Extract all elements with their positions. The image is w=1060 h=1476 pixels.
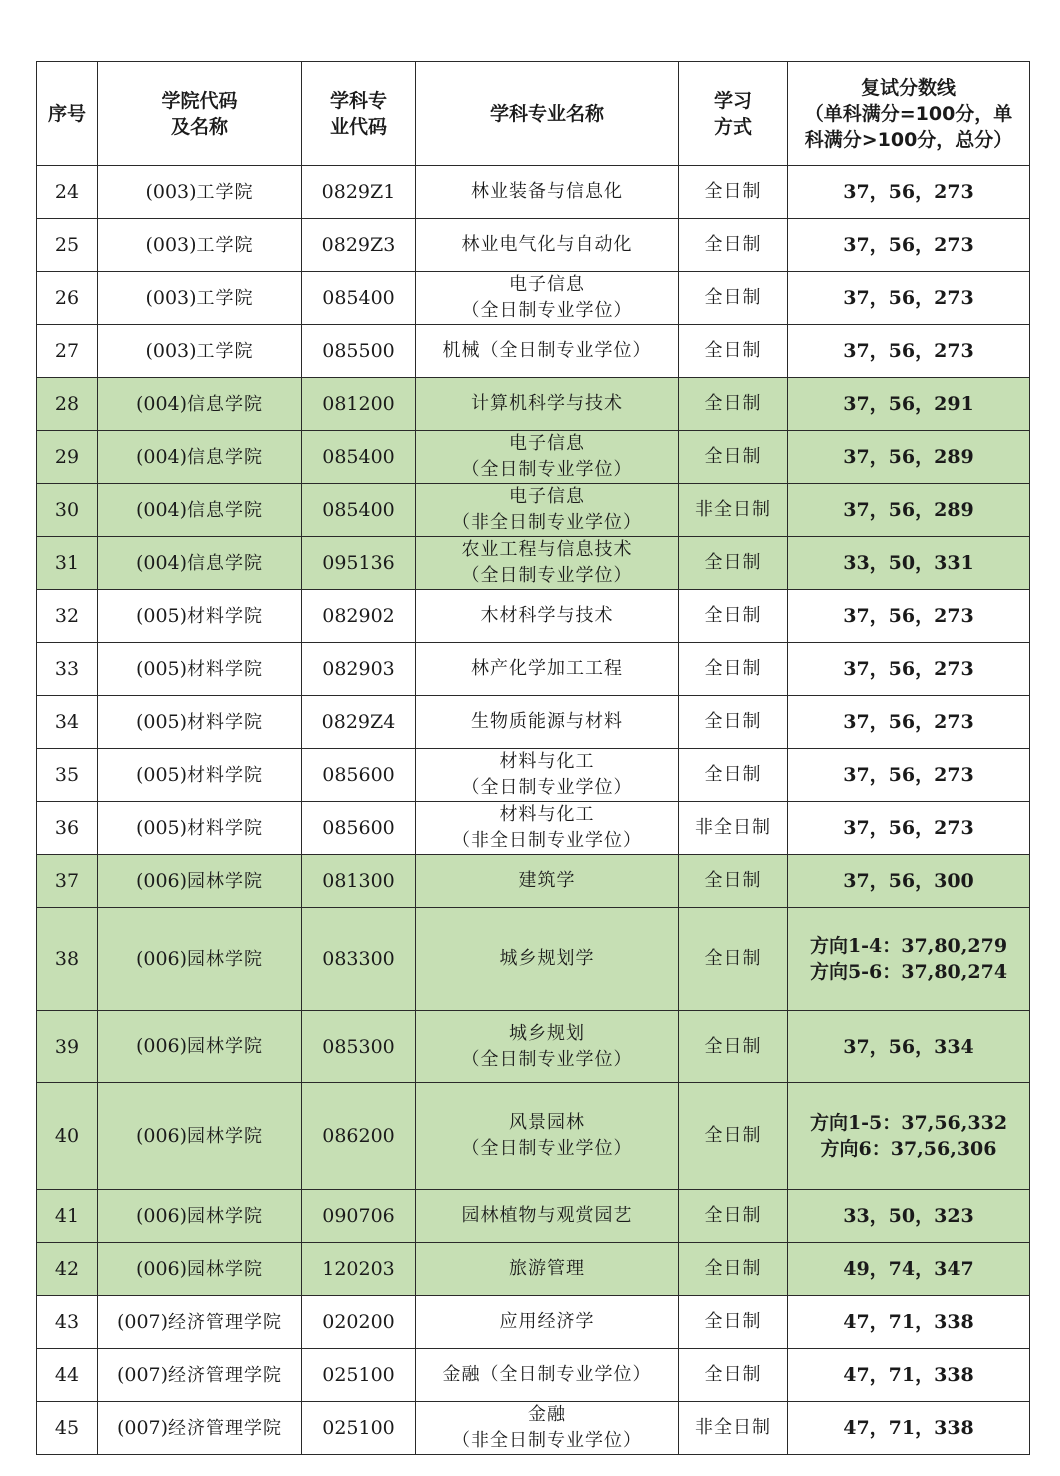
header-code-line: 业代码	[329, 115, 387, 138]
major-name-line: 电子信息	[509, 274, 585, 295]
college-name: 经济管理学院	[168, 1417, 283, 1439]
cell-college	[98, 590, 302, 643]
cell-college	[98, 855, 302, 908]
table-row	[37, 219, 1030, 272]
cell-score	[788, 1190, 1030, 1243]
college-name: 材料学院	[187, 817, 264, 839]
cell-score	[788, 855, 1030, 908]
table-row	[37, 802, 1030, 855]
cell-seq: 38	[37, 908, 98, 1011]
cell-seq: 37	[37, 855, 98, 908]
score-line: 47，71，338	[843, 1311, 974, 1333]
cell-seq: 36	[37, 802, 98, 855]
cell-score	[788, 1011, 1030, 1083]
cell-major	[416, 484, 679, 537]
table-row	[37, 1402, 1030, 1455]
cell-major	[416, 272, 679, 325]
college-code: (005)	[135, 604, 188, 627]
cell-code: 083300	[302, 908, 416, 1011]
score-line: 37，56，273	[843, 658, 974, 680]
cell-code: 085400	[302, 431, 416, 484]
college-name: 园林学院	[187, 870, 264, 892]
table-row	[37, 696, 1030, 749]
major-name-line: 机械（全日制专业学位）	[442, 340, 652, 361]
cell-seq: 29	[37, 431, 98, 484]
table-row	[37, 537, 1030, 590]
major-name-line: 材料与化工	[499, 804, 595, 825]
cell-college	[98, 1190, 302, 1243]
header-mode-line: 学习	[713, 89, 752, 112]
cell-mode: 全日制	[679, 855, 788, 908]
cell-score	[788, 378, 1030, 431]
cell-major	[416, 325, 679, 378]
cell-code: 085400	[302, 484, 416, 537]
college-code: (007)	[116, 1363, 169, 1386]
cell-seq: 27	[37, 325, 98, 378]
cell-score	[788, 1402, 1030, 1455]
college-name: 材料学院	[187, 764, 264, 786]
cell-mode: 全日制	[679, 749, 788, 802]
header-score-line: （单科满分=100分，单	[804, 102, 1013, 125]
major-name-line: 建筑学	[518, 870, 576, 891]
college-code: (004)	[135, 551, 188, 574]
cell-college	[98, 1011, 302, 1083]
cell-major	[416, 1349, 679, 1402]
college-code: (006)	[135, 1035, 188, 1057]
cell-major	[416, 1083, 679, 1190]
college-code: (005)	[135, 657, 188, 680]
cell-code: 085600	[302, 802, 416, 855]
header-seq: 序号	[37, 62, 98, 166]
cell-mode: 全日制	[679, 325, 788, 378]
major-name-line: 木材科学与技术	[480, 605, 614, 626]
major-name-line: 电子信息	[509, 433, 585, 454]
cell-score	[788, 1083, 1030, 1190]
cell-score	[788, 272, 1030, 325]
cell-seq: 28	[37, 378, 98, 431]
cell-seq: 24	[37, 166, 98, 219]
major-name-line: 金融	[528, 1404, 566, 1425]
cell-college	[98, 166, 302, 219]
cell-code: 085400	[302, 272, 416, 325]
cell-mode: 全日制	[679, 166, 788, 219]
score-line: 方向5-6：37,80,274	[809, 961, 1008, 983]
cell-score	[788, 590, 1030, 643]
cell-major	[416, 431, 679, 484]
cell-seq: 43	[37, 1296, 98, 1349]
cell-college	[98, 1402, 302, 1455]
score-line: 33，50，331	[843, 552, 974, 574]
cell-seq: 33	[37, 643, 98, 696]
table-row	[37, 1296, 1030, 1349]
table-row	[37, 1190, 1030, 1243]
college-name: 园林学院	[187, 1258, 264, 1280]
table-row	[37, 1243, 1030, 1296]
cell-college	[98, 484, 302, 537]
cell-major	[416, 908, 679, 1011]
cell-score	[788, 1243, 1030, 1296]
cell-college	[98, 749, 302, 802]
score-line: 方向1-4：37,80,279	[809, 935, 1008, 957]
score-line: 37，56，273	[843, 287, 974, 309]
cell-code: 025100	[302, 1402, 416, 1455]
cell-seq: 30	[37, 484, 98, 537]
cell-major	[416, 1190, 679, 1243]
cell-score	[788, 166, 1030, 219]
score-line: 方向6：37,56,306	[820, 1138, 997, 1160]
cell-code: 081200	[302, 378, 416, 431]
cell-seq: 41	[37, 1190, 98, 1243]
major-name-line: 材料与化工	[499, 751, 595, 772]
college-code: (006)	[135, 947, 188, 970]
major-name-line: 农业工程与信息技术	[461, 539, 633, 560]
college-code: (005)	[135, 763, 188, 786]
cell-mode: 全日制	[679, 537, 788, 590]
cell-mode: 全日制	[679, 643, 788, 696]
cell-code: 0829Z1	[302, 166, 416, 219]
header-score	[788, 62, 1030, 166]
score-line: 37，56，334	[843, 1035, 974, 1058]
cell-mode: 全日制	[679, 272, 788, 325]
score-line: 47，71，338	[843, 1417, 974, 1439]
cell-code: 081300	[302, 855, 416, 908]
cell-mode: 非全日制	[679, 802, 788, 855]
college-code: (003)	[145, 233, 197, 256]
table-row	[37, 484, 1030, 537]
college-name: 信息学院	[187, 552, 264, 574]
score-line: 37，56，273	[843, 711, 974, 733]
college-name: 工学院	[196, 181, 254, 203]
cell-score	[788, 431, 1030, 484]
header-code-line: 学科专	[329, 89, 387, 112]
college-name: 园林学院	[187, 1036, 264, 1057]
score-line: 33，50，323	[843, 1205, 974, 1227]
cell-seq: 34	[37, 696, 98, 749]
college-code: (007)	[116, 1310, 169, 1333]
major-name-line: 电子信息	[509, 486, 585, 507]
table-row	[37, 272, 1030, 325]
major-name-line: （非全日制专业学位）	[452, 830, 642, 851]
header-college-line: 及名称	[170, 115, 228, 138]
cell-code: 120203	[302, 1243, 416, 1296]
cell-mode: 全日制	[679, 1296, 788, 1349]
cell-college	[98, 431, 302, 484]
major-name-line: 林业电气化与自动化	[461, 234, 633, 255]
cell-mode: 非全日制	[679, 1402, 788, 1455]
college-name: 工学院	[196, 340, 254, 362]
cell-mode: 全日制	[679, 1243, 788, 1296]
college-code: (003)	[145, 339, 197, 362]
cell-code: 020200	[302, 1296, 416, 1349]
cell-mode: 全日制	[679, 1011, 788, 1083]
cell-seq: 26	[37, 272, 98, 325]
cell-college	[98, 537, 302, 590]
cell-mode: 全日制	[679, 1083, 788, 1190]
table-row	[37, 1083, 1030, 1190]
score-line: 37，56，273	[843, 605, 974, 627]
cell-seq: 45	[37, 1402, 98, 1455]
score-line: 37，56，300	[843, 870, 974, 892]
header-code	[302, 62, 416, 166]
cell-code: 086200	[302, 1083, 416, 1190]
cell-seq: 44	[37, 1349, 98, 1402]
cell-seq: 40	[37, 1083, 98, 1190]
cell-college	[98, 643, 302, 696]
major-name-line: 旅游管理	[509, 1258, 585, 1279]
college-name: 材料学院	[187, 711, 264, 733]
cell-mode: 非全日制	[679, 484, 788, 537]
cell-major	[416, 378, 679, 431]
score-line: 47，71，338	[843, 1364, 974, 1386]
table-row	[37, 908, 1030, 1011]
cell-major	[416, 166, 679, 219]
cell-score	[788, 696, 1030, 749]
score-line: 37，56，273	[843, 817, 974, 839]
table-row	[37, 643, 1030, 696]
cell-score	[788, 325, 1030, 378]
table-row	[37, 378, 1030, 431]
cell-score	[788, 219, 1030, 272]
college-code: (004)	[135, 392, 188, 415]
cell-college	[98, 272, 302, 325]
major-name-line: 计算机科学与技术	[471, 393, 623, 414]
cell-major	[416, 1402, 679, 1455]
cell-code: 085300	[302, 1011, 416, 1083]
major-name-line: （非全日制专业学位）	[452, 512, 642, 533]
major-name-line: （全日制专业学位）	[461, 1048, 633, 1070]
cell-major	[416, 537, 679, 590]
major-name-line: （全日制专业学位）	[461, 777, 633, 798]
major-name-line: （全日制专业学位）	[461, 565, 633, 586]
cell-code: 082902	[302, 590, 416, 643]
score-line: 37，56，273	[843, 234, 974, 256]
cell-college	[98, 325, 302, 378]
cell-score	[788, 643, 1030, 696]
college-name: 园林学院	[187, 1125, 264, 1147]
major-name-line: （全日制专业学位）	[461, 1138, 633, 1159]
table-row	[37, 166, 1030, 219]
college-code: (006)	[135, 869, 188, 892]
college-name: 园林学院	[187, 948, 264, 970]
cell-major	[416, 696, 679, 749]
header-college-line: 学院代码	[161, 89, 238, 112]
cell-seq: 32	[37, 590, 98, 643]
cell-code: 095136	[302, 537, 416, 590]
college-name: 工学院	[196, 234, 254, 256]
major-name-line: 生物质能源与材料	[471, 711, 623, 732]
college-name: 经济管理学院	[168, 1364, 283, 1386]
cell-major	[416, 749, 679, 802]
cell-score	[788, 749, 1030, 802]
major-name-line: 林业装备与信息化	[471, 181, 623, 202]
cell-college	[98, 1083, 302, 1190]
score-line: 37，56，273	[843, 340, 974, 362]
cell-college	[98, 1296, 302, 1349]
college-code: (005)	[135, 816, 188, 839]
table-row	[37, 431, 1030, 484]
cell-college	[98, 908, 302, 1011]
college-code: (006)	[135, 1257, 188, 1280]
major-name-line: 应用经济学	[499, 1311, 595, 1332]
major-name-line: 城乡规划学	[499, 948, 595, 969]
score-line: 方向1-5：37,56,332	[809, 1112, 1008, 1134]
cell-college	[98, 219, 302, 272]
major-name-line: （全日制专业学位）	[461, 300, 633, 321]
cell-major	[416, 855, 679, 908]
header-score-line: 科满分>100分，总分）	[804, 128, 1013, 151]
cell-score	[788, 802, 1030, 855]
table-row	[37, 1011, 1030, 1083]
cell-code: 0829Z4	[302, 696, 416, 749]
cell-college	[98, 1243, 302, 1296]
cell-major	[416, 219, 679, 272]
cell-score	[788, 1349, 1030, 1402]
cell-major	[416, 1243, 679, 1296]
college-name: 信息学院	[187, 393, 264, 415]
major-name-line: 园林植物与观赏园艺	[461, 1205, 633, 1226]
cell-seq: 42	[37, 1243, 98, 1296]
college-code: (007)	[116, 1416, 169, 1439]
college-code: (003)	[145, 286, 197, 309]
cell-mode: 全日制	[679, 378, 788, 431]
major-name-line: 风景园林	[509, 1112, 585, 1133]
college-name: 材料学院	[187, 658, 264, 680]
cell-code: 0829Z3	[302, 219, 416, 272]
cell-code: 085600	[302, 749, 416, 802]
college-name: 信息学院	[187, 446, 264, 468]
header-row	[37, 62, 1030, 166]
cell-mode: 全日制	[679, 431, 788, 484]
score-line: 37，56，273	[843, 764, 974, 786]
college-name: 工学院	[196, 287, 254, 309]
cell-score	[788, 484, 1030, 537]
cell-score	[788, 908, 1030, 1011]
cell-seq: 35	[37, 749, 98, 802]
college-name: 园林学院	[187, 1205, 264, 1227]
cell-mode: 全日制	[679, 696, 788, 749]
college-name: 经济管理学院	[168, 1311, 283, 1333]
cell-college	[98, 802, 302, 855]
header-mode-line: 方式	[713, 115, 752, 138]
cell-code: 082903	[302, 643, 416, 696]
cell-major	[416, 802, 679, 855]
header-score-line: 复试分数线	[860, 76, 956, 99]
college-name: 材料学院	[187, 605, 264, 627]
score-line: 49，74，347	[843, 1258, 974, 1280]
cell-college	[98, 378, 302, 431]
table-row	[37, 325, 1030, 378]
major-name-line: （非全日制专业学位）	[452, 1430, 642, 1451]
cell-code: 090706	[302, 1190, 416, 1243]
score-table	[36, 61, 1030, 1455]
table-row	[37, 1349, 1030, 1402]
table-row	[37, 855, 1030, 908]
cell-mode: 全日制	[679, 908, 788, 1011]
cell-mode: 全日制	[679, 590, 788, 643]
table-body	[37, 166, 1030, 1455]
cell-score	[788, 1296, 1030, 1349]
cell-mode: 全日制	[679, 1349, 788, 1402]
cell-college	[98, 696, 302, 749]
score-line: 37，56，289	[843, 499, 974, 521]
cell-major	[416, 1296, 679, 1349]
college-code: (006)	[135, 1204, 188, 1227]
score-line: 37，56，273	[843, 181, 974, 203]
major-name-line: 林产化学加工工程	[471, 658, 623, 679]
cell-mode: 全日制	[679, 1190, 788, 1243]
cell-major	[416, 1011, 679, 1083]
cell-seq: 31	[37, 537, 98, 590]
cell-code: 025100	[302, 1349, 416, 1402]
major-name-line: 城乡规划	[509, 1022, 585, 1044]
cell-college	[98, 1349, 302, 1402]
table-row	[37, 749, 1030, 802]
college-code: (004)	[135, 498, 188, 521]
header-major: 学科专业名称	[416, 62, 679, 166]
major-name-line: （全日制专业学位）	[461, 459, 633, 480]
header-college	[98, 62, 302, 166]
table-row	[37, 590, 1030, 643]
college-code: (006)	[135, 1124, 188, 1147]
score-line: 37，56，291	[843, 393, 974, 415]
cell-major	[416, 590, 679, 643]
score-line: 37，56，289	[843, 446, 974, 468]
college-code: (004)	[135, 445, 188, 468]
college-code: (005)	[135, 710, 188, 733]
header-mode	[679, 62, 788, 166]
cell-mode: 全日制	[679, 219, 788, 272]
cell-major	[416, 643, 679, 696]
college-code: (003)	[145, 180, 197, 203]
cell-seq: 39	[37, 1011, 98, 1083]
college-name: 信息学院	[187, 499, 264, 521]
cell-seq: 25	[37, 219, 98, 272]
cell-score	[788, 537, 1030, 590]
major-name-line: 金融（全日制专业学位）	[442, 1364, 652, 1385]
cell-code: 085500	[302, 325, 416, 378]
